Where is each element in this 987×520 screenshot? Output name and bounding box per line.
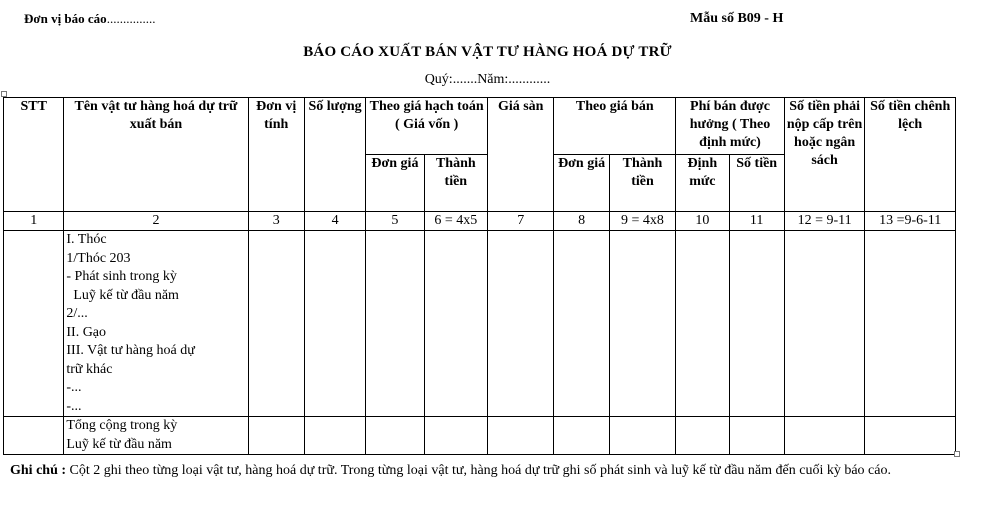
cell[interactable] bbox=[865, 417, 956, 455]
cell[interactable] bbox=[488, 417, 554, 455]
total-row bbox=[4, 417, 956, 455]
cell[interactable] bbox=[865, 231, 956, 417]
header-floor-price: Giá sàn bbox=[488, 98, 554, 212]
col-num: 11 bbox=[729, 212, 784, 231]
cell[interactable] bbox=[248, 231, 304, 417]
col-num: 5 bbox=[366, 212, 424, 231]
cell[interactable] bbox=[424, 417, 487, 455]
unit-label-dots: ............... bbox=[106, 11, 156, 26]
cell[interactable] bbox=[4, 417, 64, 455]
header-sale-amount: Thành tiền bbox=[609, 155, 675, 212]
cell[interactable] bbox=[4, 231, 64, 417]
total-line: Tổng cộng trong kỳ bbox=[66, 418, 178, 433]
cell[interactable] bbox=[366, 417, 424, 455]
report-period: Quý:.......Năm:............ bbox=[424, 72, 551, 87]
cell[interactable] bbox=[304, 417, 365, 455]
header-unit: Đơn vị tính bbox=[248, 98, 304, 212]
header-cost-amount: Thành tiền bbox=[424, 155, 487, 212]
header-fee-norm: Định mức bbox=[676, 155, 729, 212]
cell[interactable] bbox=[554, 417, 609, 455]
header-sale-unit-price: Đơn giá bbox=[554, 155, 609, 212]
col-num: 1 bbox=[4, 212, 64, 231]
header-cost-price-group: Theo giá hạch toán ( Giá vốn ) bbox=[366, 98, 488, 155]
cell[interactable] bbox=[424, 231, 487, 417]
list-item: trữ khác bbox=[66, 361, 113, 377]
col-num: 4 bbox=[304, 212, 365, 231]
cell[interactable] bbox=[729, 417, 784, 455]
cell[interactable] bbox=[729, 231, 784, 417]
reporting-unit-label bbox=[24, 11, 155, 27]
header-stt: STT bbox=[4, 98, 64, 212]
list-item: II. Gạo bbox=[66, 324, 107, 340]
body-row bbox=[4, 231, 956, 417]
list-item: III. Vật tư hàng hoá dự bbox=[66, 343, 195, 358]
col-num: 2 bbox=[64, 212, 248, 231]
item-list-cell[interactable] bbox=[64, 231, 248, 417]
cell[interactable] bbox=[676, 231, 729, 417]
col-num: 12 = 9-11 bbox=[784, 212, 865, 231]
cell[interactable] bbox=[676, 417, 729, 455]
col-num: 3 bbox=[248, 212, 304, 231]
cell[interactable] bbox=[488, 231, 554, 417]
header-payable: Số tiền phải nộp cấp trên hoặc ngân sách bbox=[784, 98, 865, 212]
cell[interactable] bbox=[609, 231, 675, 417]
cell[interactable] bbox=[554, 231, 609, 417]
header-quantity: Số lượng bbox=[304, 98, 365, 212]
col-num: 13 =9-6-11 bbox=[865, 212, 956, 231]
header-cost-unit-price: Đơn giá bbox=[366, 155, 424, 212]
cell[interactable] bbox=[248, 417, 304, 455]
unit-label-text: Đơn vị báo cáo bbox=[24, 11, 107, 26]
form-number: Mẫu số B09 - H bbox=[690, 11, 784, 26]
list-item: I. Thóc bbox=[66, 232, 107, 247]
col-num: 6 = 4x5 bbox=[424, 212, 487, 231]
cell[interactable] bbox=[304, 231, 365, 417]
header-item-name: Tên vật tư hàng hoá dự trữ xuất bán bbox=[64, 98, 248, 212]
cell[interactable] bbox=[784, 231, 865, 417]
report-table bbox=[3, 97, 956, 455]
col-num: 7 bbox=[488, 212, 554, 231]
header-sale-price-group: Theo giá bán bbox=[554, 98, 676, 155]
col-num: 10 bbox=[676, 212, 729, 231]
list-item: 2/... bbox=[66, 306, 88, 321]
list-item: 1/Thóc 203 bbox=[66, 250, 131, 266]
header-fee-amount: Số tiền bbox=[729, 155, 784, 212]
cell[interactable] bbox=[609, 417, 675, 455]
col-num: 8 bbox=[554, 212, 609, 231]
cell[interactable] bbox=[366, 231, 424, 417]
list-item: -... bbox=[66, 380, 82, 395]
header-row-1 bbox=[4, 98, 956, 155]
list-item: -... bbox=[66, 398, 82, 414]
column-number-row bbox=[4, 212, 956, 231]
list-item: - Phát sinh trong kỳ bbox=[66, 269, 177, 284]
col-num: 9 = 4x8 bbox=[609, 212, 675, 231]
footnote-text: Cột 2 ghi theo từng loại vật tư, hàng hoá dự trữ. Trong từng loại vật tư, hàng hoá dự trữ ghi số phát sinh và luỹ kế từ đầu năm đến cuối kỳ báo cáo. bbox=[66, 463, 891, 478]
total-label-cell[interactable] bbox=[64, 417, 248, 455]
list-item: Luỹ kế từ đầu năm bbox=[66, 287, 179, 303]
total-line: Luỹ kế từ đầu năm bbox=[66, 436, 172, 452]
footnote-label: Ghi chú : bbox=[10, 463, 67, 478]
cell[interactable] bbox=[784, 417, 865, 455]
report-title: BÁO CÁO XUẤT BÁN VẬT TƯ HÀNG HOÁ DỰ TRỮ bbox=[303, 44, 672, 60]
table-resize-handle[interactable] bbox=[954, 451, 960, 457]
footnote bbox=[10, 459, 972, 483]
header-difference: Số tiền chênh lệch bbox=[865, 98, 956, 212]
header-fee-group: Phí bán được hưởng ( Theo định mức) bbox=[676, 98, 785, 155]
